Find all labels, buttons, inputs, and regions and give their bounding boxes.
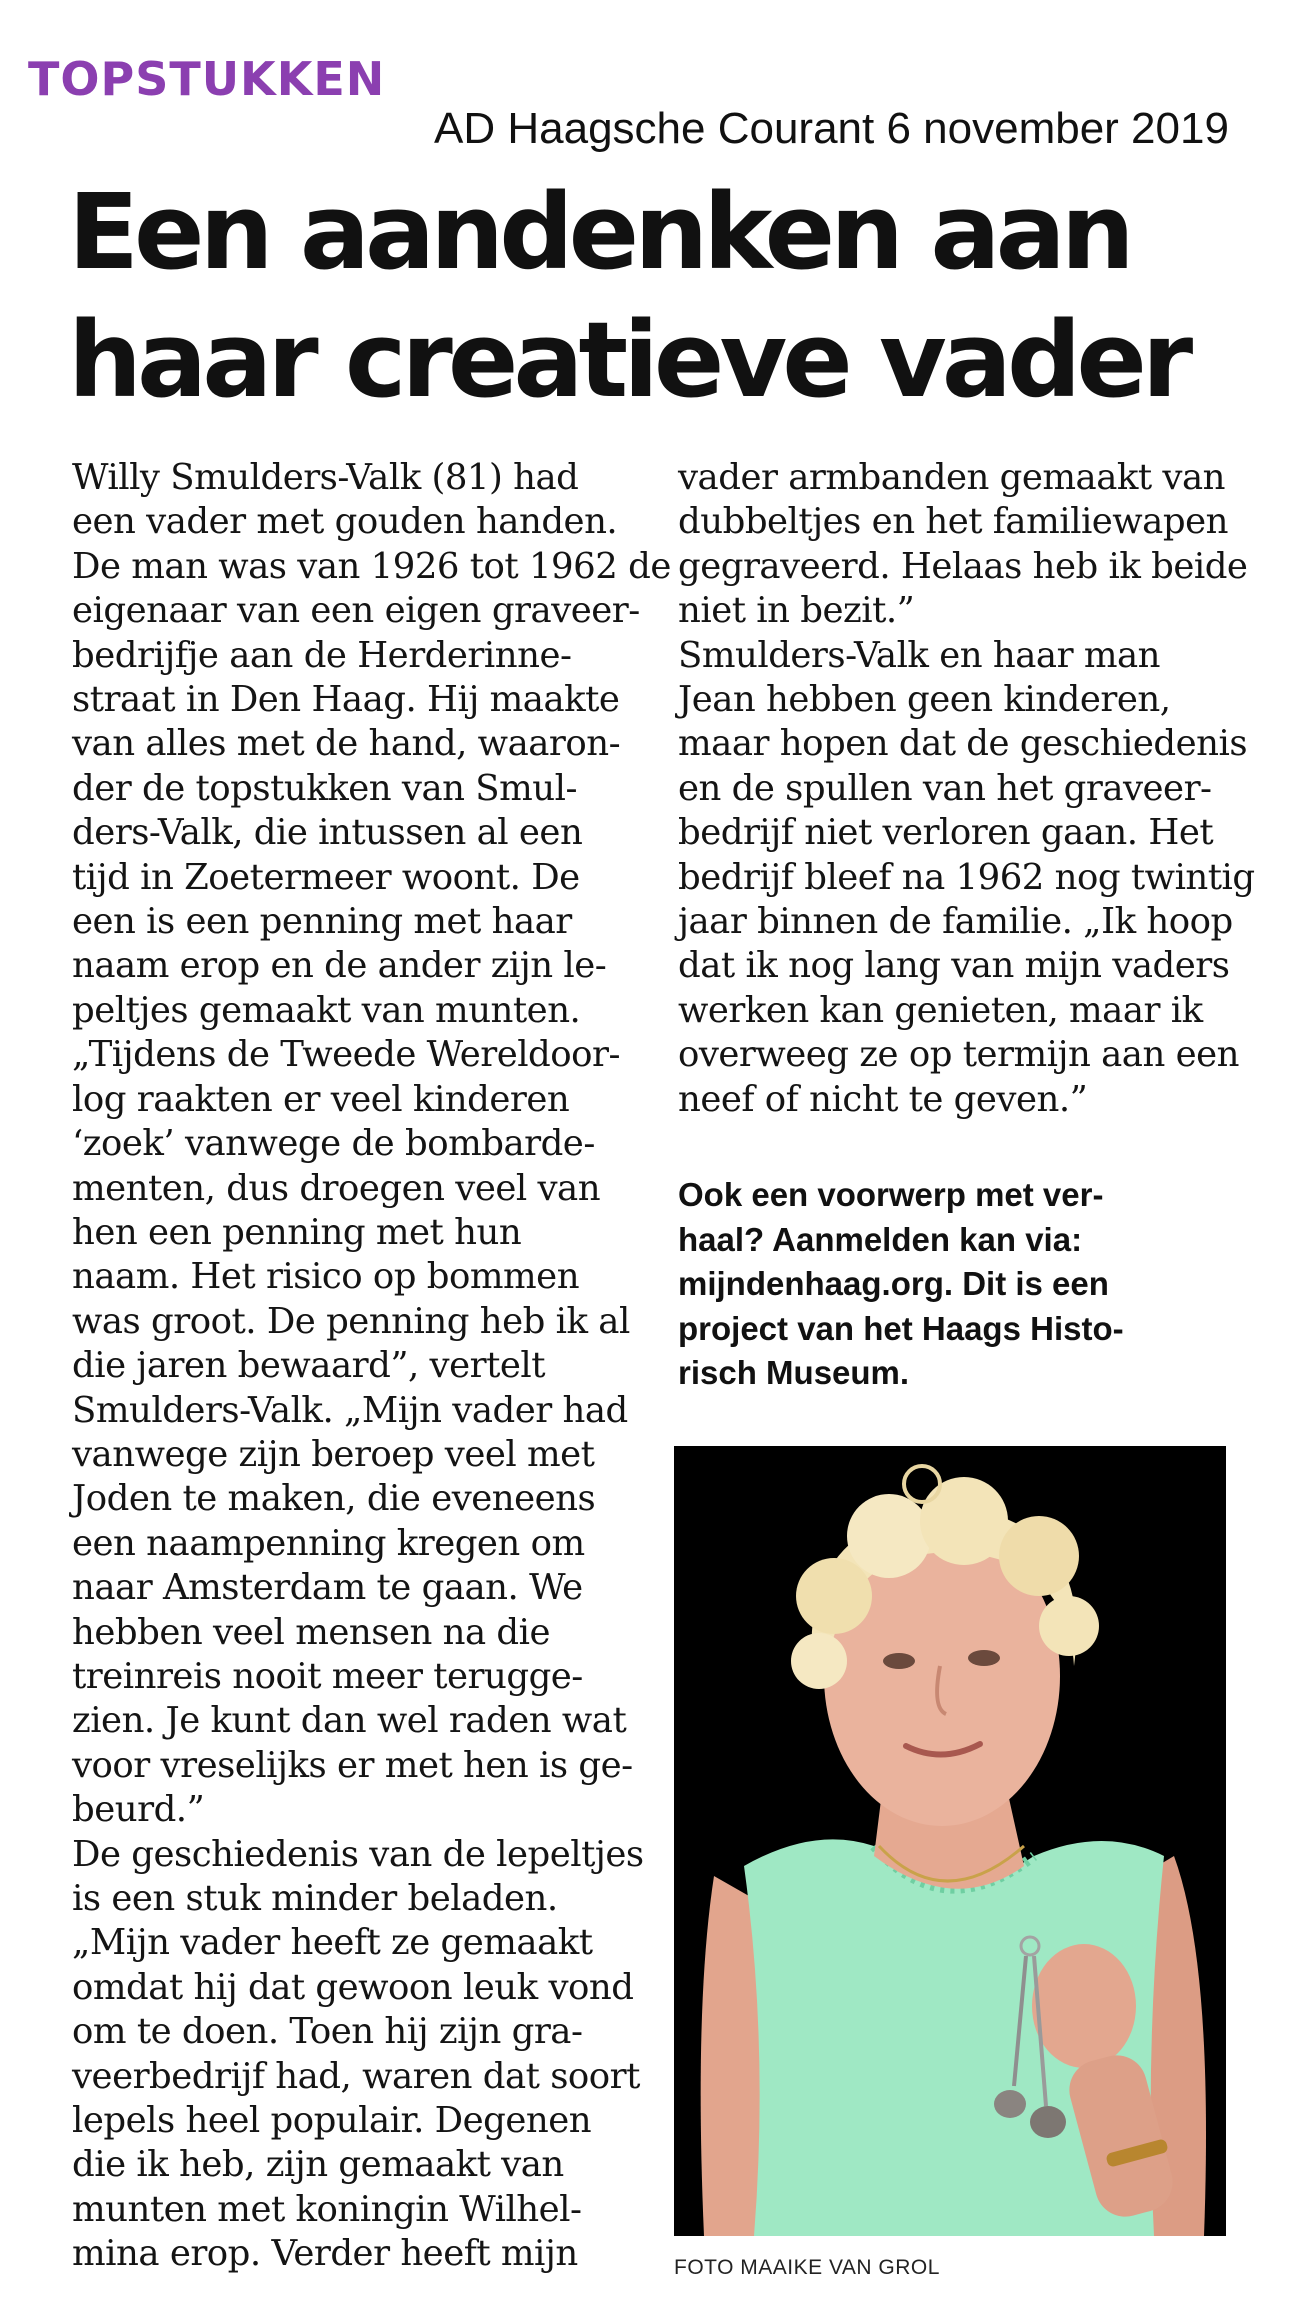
article-line: dubbeltjes en het familiewapen [678,501,1228,543]
article-line: een naampenning kregen om [72,1522,585,1564]
portrait-illustration [674,1446,1226,2236]
article-line: bedrijf bleef na 1962 nog twintig [678,856,1255,898]
article-line: om te doen. Toen hij zijn gra- [72,2011,583,2053]
article-line: De man was van 1926 tot 1962 de [72,545,671,587]
article-line: niet in bezit.” [678,590,915,632]
headline [68,168,1298,424]
article-line: van alles met de hand, waaron- [72,723,621,765]
article-line: naam. Het risico op bommen [72,1256,580,1298]
article-line: hen een penning met hun [72,1211,522,1253]
article-line: dat ik nog lang van mijn vaders [678,945,1230,987]
article-line: bedrijf niet verloren gaan. Het [678,812,1214,854]
article-line: en de spullen van het graveer- [678,767,1212,809]
article-line: werken kan genieten, maar ik [678,989,1203,1031]
article-line: naam erop en de ander zijn le- [72,945,607,987]
article-line: peltjes gemaakt van munten. [72,989,581,1031]
article-line: treinreis nooit meer terugge- [72,1655,583,1697]
article-line: die jaren bewaard”, vertelt [72,1345,545,1387]
article-line: mina erop. Verder heeft mijn [72,2233,578,2275]
article-line: vader armbanden gemaakt van [678,457,1226,498]
article-line: maar hopen dat de geschiedenis [678,723,1248,765]
article-line: hebben veel mensen na die [72,1611,550,1653]
article-line: menten, dus droegen veel van [72,1167,601,1209]
article-line: eigenaar van een eigen graveer- [72,590,640,632]
article-line: bedrijfje aan de Herderinne- [72,634,572,676]
article-line: „Tijdens de Tweede Wereldoor- [72,1034,620,1076]
article-line: gegraveerd. Helaas heb ik beide [678,545,1248,587]
article-line: Willy Smulders-Valk (81) had [72,457,579,498]
article-line: jaar binnen de familie. „Ik hoop [678,901,1233,943]
callout-box [678,1173,1238,1396]
article-line: beurd.” [72,1789,205,1831]
article-line: neef of nicht te geven.” [678,1078,1088,1120]
article-line: een is een penning met haar [72,901,572,943]
article-line: tijd in Zoetermeer woont. De [72,856,580,898]
article-line: straat in Den Haag. Hij maakte [72,679,620,721]
callout-line: haal? Aanmelden kan via: [678,1220,1083,1258]
article-line: overweeg ze op termijn aan een [678,1034,1239,1076]
article-line: Joden te maken, die eveneens [72,1478,596,1520]
source-line: AD Haagsche Courant 6 november 2019 [434,104,1229,153]
headline-line: haar creatieve vader [68,299,1189,421]
article-line: ‘zoek’ vanwege de bombarde- [72,1123,595,1165]
article-line: een vader met gouden handen. [72,501,618,543]
photo-credit: FOTO MAAIKE VAN GROL [674,2256,940,2279]
article-line: log raakten er veel kinderen [72,1078,570,1120]
article-line: „Mijn vader heeft ze gemaakt [72,1922,593,1964]
callout-line: mijndenhaag.org. Dit is een [678,1265,1109,1303]
article-line: zien. Je kunt dan wel raden wat [72,1700,627,1742]
article-line: Smulders-Valk. „Mijn vader had [72,1389,628,1431]
article-column-right [678,456,1255,1122]
callout-line: project van het Haags Histo- [678,1309,1124,1347]
callout-line: Ook een voorwerp met ver- [678,1176,1104,1213]
article-line: ders-Valk, die intussen al een [72,812,583,854]
article-line: der de topstukken van Smul- [72,767,577,809]
article-line: is een stuk minder beladen. [72,1878,558,1919]
article-line: Smulders-Valk en haar man [678,634,1161,676]
section-label: TOPSTUKKEN [28,52,386,106]
headline-line: Een aandenken aan [68,171,1130,293]
article-column-left [72,456,671,2277]
article-line: die ik heb, zijn gemaakt van [72,2144,564,2186]
article-line: munten met koningin Wilhel- [72,2188,582,2230]
callout-line: risch Museum. [678,1354,910,1392]
article-line: naar Amsterdam te gaan. We [72,1567,583,1609]
article-line: veerbedrijf had, waren dat soort [72,2055,640,2097]
article-line: Jean hebben geen kinderen, [678,679,1171,721]
article-line: was groot. De penning heb ik al [72,1300,630,1342]
article-line: vanwege zijn beroep veel met [72,1433,595,1475]
article-line: De geschiedenis van de lepeltjes [72,1833,644,1875]
article-line: omdat hij dat gewoon leuk vond [72,1966,634,2008]
article-line: lepels heel populair. Degenen [72,2100,592,2142]
article-line: voor vreselijks er met hen is ge- [72,1744,633,1786]
portrait-photo [674,1446,1226,2236]
